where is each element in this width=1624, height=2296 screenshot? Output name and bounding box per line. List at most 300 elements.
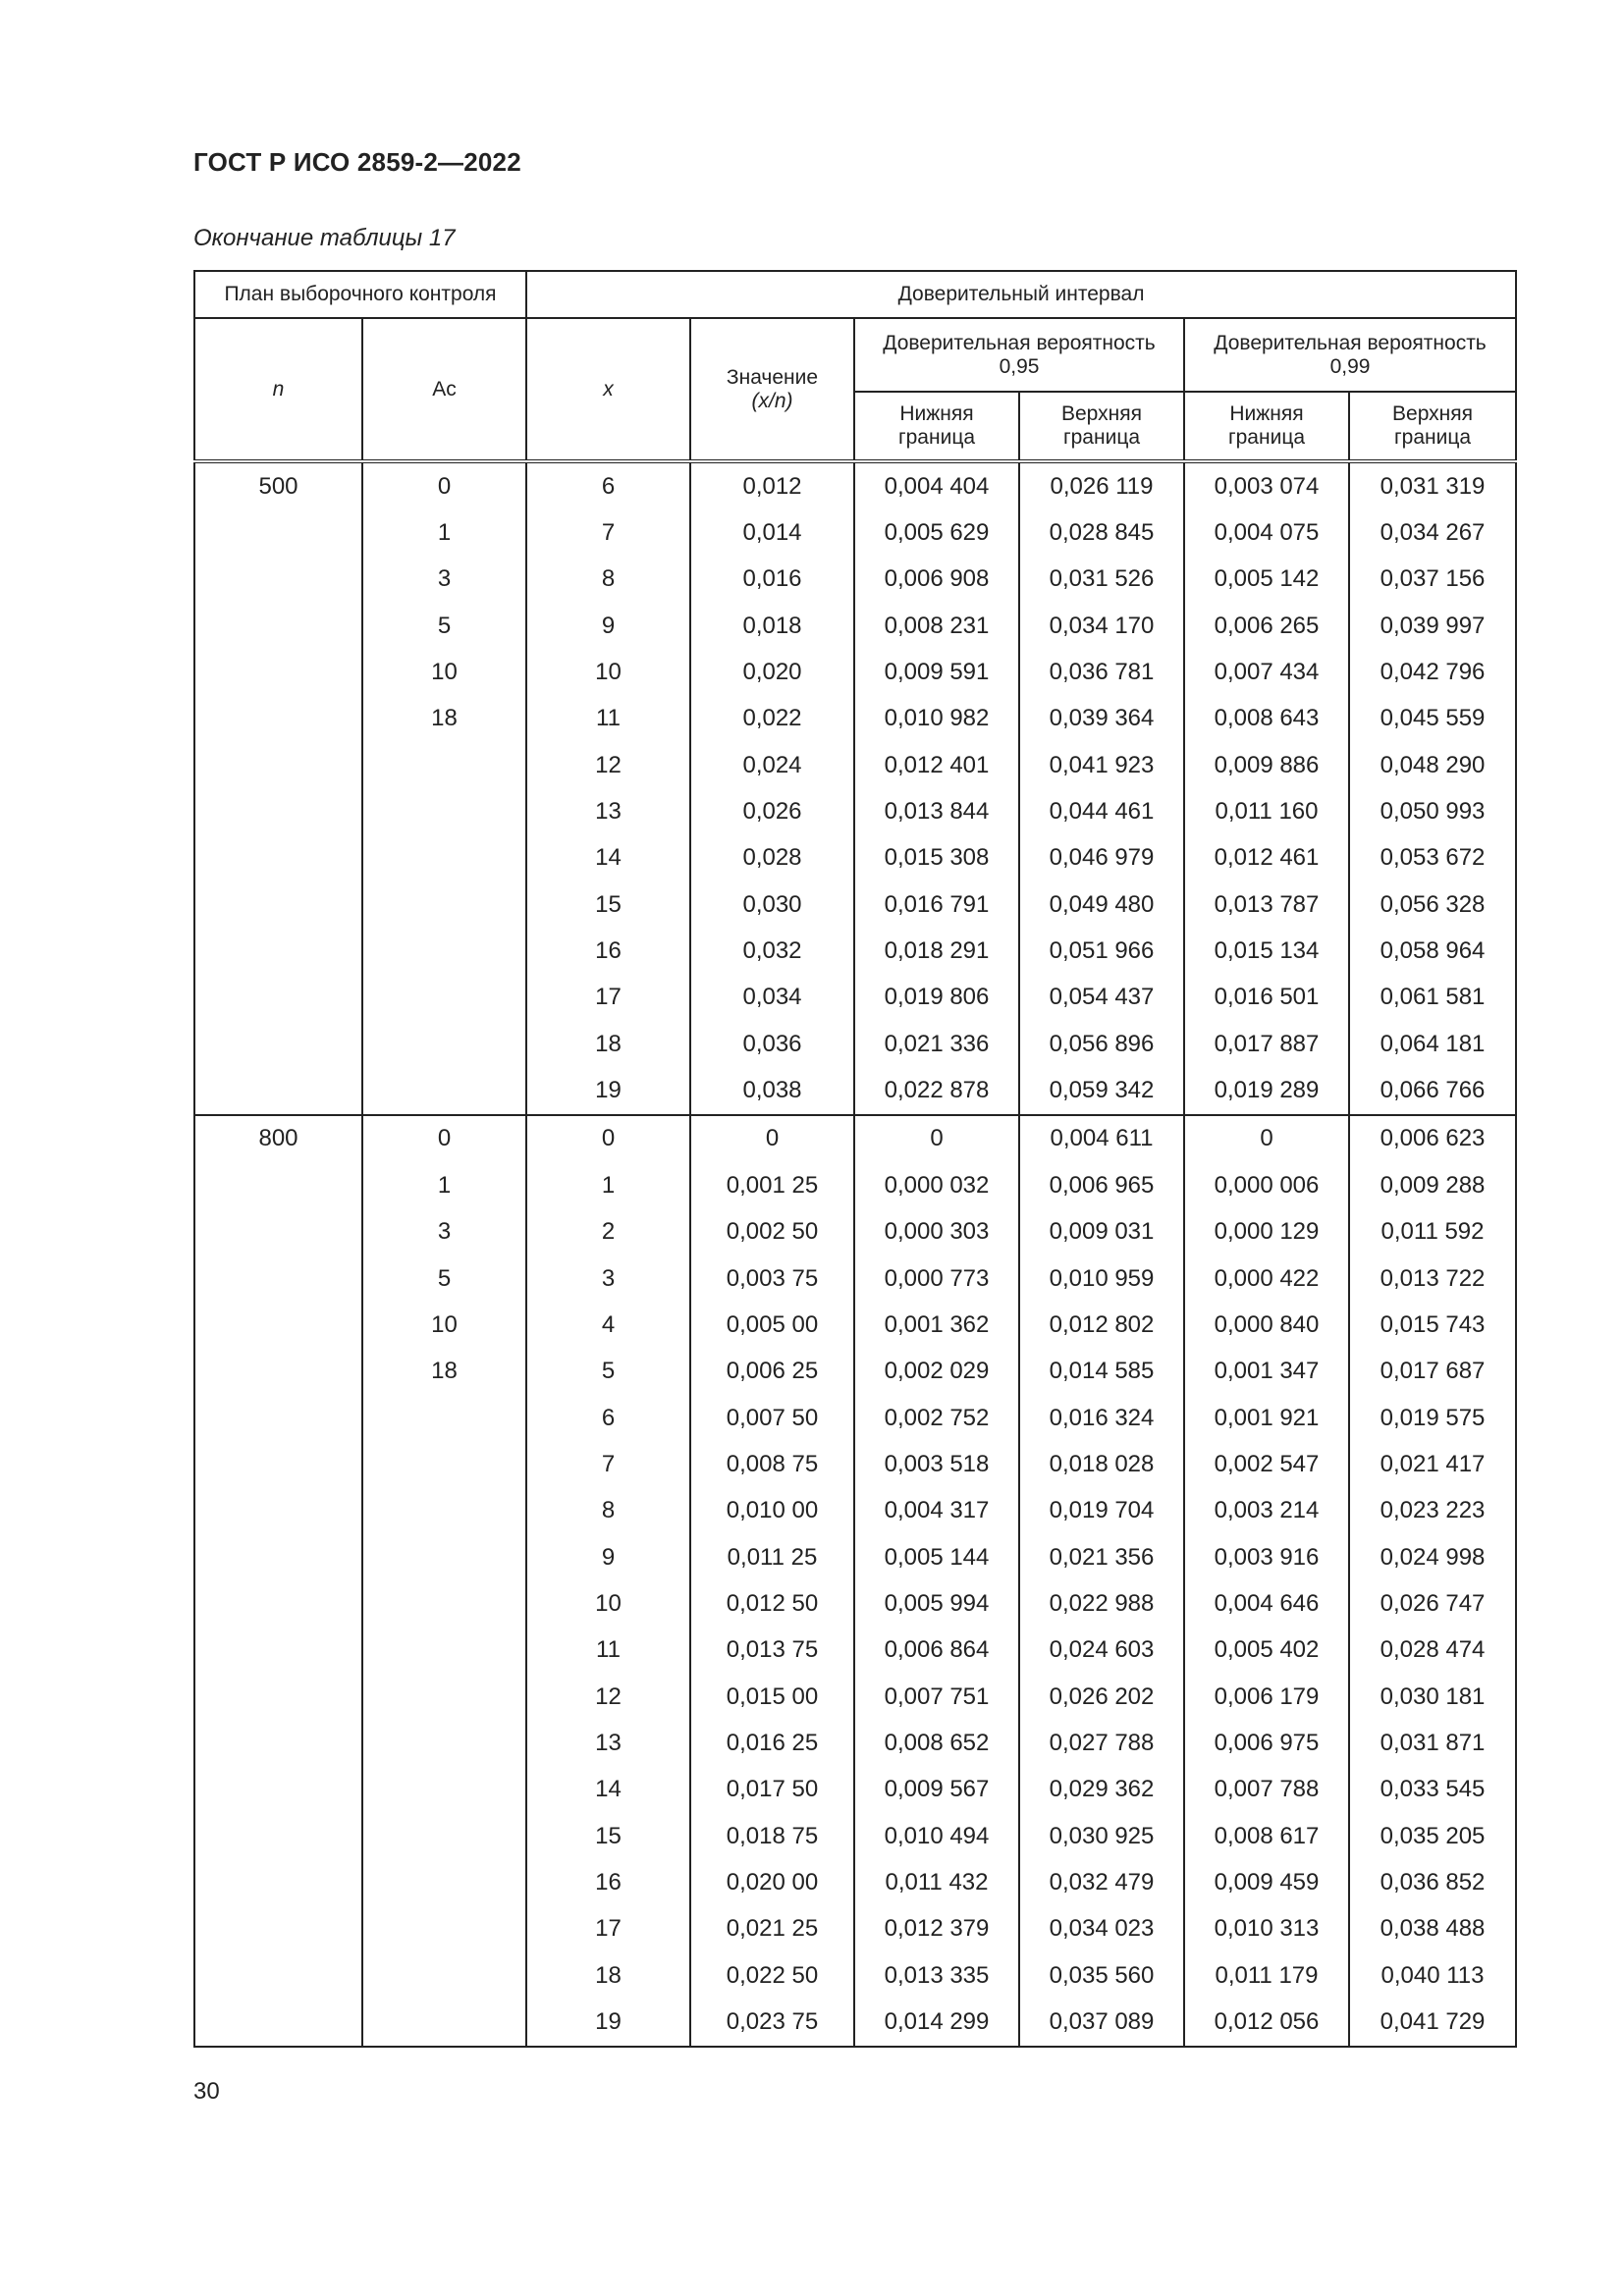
n-cell [194, 1441, 362, 1487]
table-row [194, 1067, 1516, 1114]
conf-095-header: Доверительная вероятность 0,95 [854, 318, 1184, 392]
upper-99-cell: 0,019 575 [1349, 1395, 1516, 1441]
value-cell: 0,034 [690, 975, 854, 1021]
lower-99-cell: 0,006 265 [1184, 603, 1349, 649]
ac-cell [362, 928, 526, 974]
upper-95-cell: 0,022 988 [1019, 1580, 1184, 1627]
lower-95-cell: 0,006 864 [854, 1628, 1019, 1674]
ac-cell: 10 [362, 649, 526, 695]
n-cell: 500 [194, 461, 362, 509]
lower-95-cell: 0,002 029 [854, 1349, 1019, 1395]
upper-95-cell: 0,014 585 [1019, 1349, 1184, 1395]
lower-95-cell: 0,005 994 [854, 1580, 1019, 1627]
lower-99-cell: 0,006 179 [1184, 1674, 1349, 1720]
x-cell: 3 [526, 1255, 690, 1302]
lower-99-cell: 0,000 422 [1184, 1255, 1349, 1302]
ac-cell: 1 [362, 509, 526, 556]
n-cell [194, 1162, 362, 1208]
lower-99-cell: 0,007 434 [1184, 649, 1349, 695]
upper-99-cell: 0,039 997 [1349, 603, 1516, 649]
ac-cell [362, 1580, 526, 1627]
col-value-formula: (x/n) [751, 389, 793, 412]
table-row [194, 1720, 1516, 1766]
lower-95-cell: 0,000 032 [854, 1162, 1019, 1208]
upper-95-cell: 0,026 119 [1019, 461, 1184, 509]
ac-cell [362, 1906, 526, 1952]
upper-99-cell: 0,041 729 [1349, 1999, 1516, 2046]
value-cell: 0,012 50 [690, 1580, 854, 1627]
n-cell [194, 1255, 362, 1302]
upper-99-cell: 0,015 743 [1349, 1302, 1516, 1348]
value-cell: 0,008 75 [690, 1441, 854, 1487]
n-cell [194, 742, 362, 788]
upper-99-cell: 0,006 623 [1349, 1115, 1516, 1162]
lower-99-cell: 0,004 646 [1184, 1580, 1349, 1627]
upper-95-cell: 0,032 479 [1019, 1859, 1184, 1905]
upper-95-cell: 0,019 704 [1019, 1488, 1184, 1534]
col-value-header [690, 318, 854, 461]
table-row [194, 603, 1516, 649]
upper-99-cell: 0,009 288 [1349, 1162, 1516, 1208]
table-row [194, 1395, 1516, 1441]
value-cell: 0,018 [690, 603, 854, 649]
ac-cell: 18 [362, 696, 526, 742]
x-cell: 8 [526, 1488, 690, 1534]
lower-99-cell: 0,000 840 [1184, 1302, 1349, 1348]
page-number: 30 [193, 2078, 220, 2105]
lower-99-cell: 0,009 886 [1184, 742, 1349, 788]
lower-95-cell: 0,004 404 [854, 461, 1019, 509]
upper-95-cell: 0,009 031 [1019, 1209, 1184, 1255]
x-cell: 13 [526, 788, 690, 834]
lower-95-cell: 0,007 751 [854, 1674, 1019, 1720]
value-cell: 0,023 75 [690, 1999, 854, 2046]
x-cell: 14 [526, 835, 690, 881]
table-row [194, 881, 1516, 928]
upper-95-cell: 0,056 896 [1019, 1021, 1184, 1067]
x-cell: 8 [526, 557, 690, 603]
value-cell: 0,036 [690, 1021, 854, 1067]
table-row [194, 1209, 1516, 1255]
upper-99-cell: 0,040 113 [1349, 1952, 1516, 1999]
ac-cell [362, 1767, 526, 1813]
lower-99-cell: 0,012 056 [1184, 1999, 1349, 2046]
x-cell: 7 [526, 509, 690, 556]
x-cell: 17 [526, 1906, 690, 1952]
lower-99-cell: 0,009 459 [1184, 1859, 1349, 1905]
upper-99-cell: 0,030 181 [1349, 1674, 1516, 1720]
ac-cell [362, 742, 526, 788]
value-cell: 0,026 [690, 788, 854, 834]
n-cell [194, 1209, 362, 1255]
x-cell: 0 [526, 1115, 690, 1162]
upper-99-cell: 0,066 766 [1349, 1067, 1516, 1114]
lower-95-cell: 0,010 494 [854, 1813, 1019, 1859]
upper-95-cell: 0,031 526 [1019, 557, 1184, 603]
lower-99-cell: 0,003 214 [1184, 1488, 1349, 1534]
upper-95-cell: 0,036 781 [1019, 649, 1184, 695]
lower-95-cell: 0,005 144 [854, 1534, 1019, 1580]
lower-95-cell: 0,012 401 [854, 742, 1019, 788]
ac-cell [362, 1488, 526, 1534]
sample-size-group [194, 461, 1516, 1115]
x-cell: 16 [526, 1859, 690, 1905]
table-row [194, 1580, 1516, 1627]
upper-99-cell: 0,053 672 [1349, 835, 1516, 881]
n-cell: 800 [194, 1115, 362, 1162]
lower-99-cell: 0,011 179 [1184, 1952, 1349, 1999]
upper-99-cell: 0,024 998 [1349, 1534, 1516, 1580]
upper-95-cell: 0,051 966 [1019, 928, 1184, 974]
value-cell: 0,016 [690, 557, 854, 603]
value-cell: 0,003 75 [690, 1255, 854, 1302]
lower-99-cell: 0,001 921 [1184, 1395, 1349, 1441]
table-row [194, 1859, 1516, 1905]
lower-99-cell: 0,016 501 [1184, 975, 1349, 1021]
lower-99-cell: 0,017 887 [1184, 1021, 1349, 1067]
conf-099-header: Доверительная вероятность 0,99 [1184, 318, 1516, 392]
ac-cell [362, 1021, 526, 1067]
n-cell [194, 557, 362, 603]
x-cell: 10 [526, 649, 690, 695]
table-row [194, 509, 1516, 556]
lower-99-cell: 0,005 402 [1184, 1628, 1349, 1674]
confidence-interval-table [193, 270, 1517, 2048]
lower-95-cell: 0,004 317 [854, 1488, 1019, 1534]
value-cell: 0,028 [690, 835, 854, 881]
table-row [194, 1021, 1516, 1067]
upper-99-cell: 0,026 747 [1349, 1580, 1516, 1627]
table-row [194, 1115, 1516, 1162]
value-cell: 0,020 [690, 649, 854, 695]
upper-99-cell: 0,061 581 [1349, 975, 1516, 1021]
lower-95-cell: 0,008 231 [854, 603, 1019, 649]
upper-99-cell: 0,031 319 [1349, 461, 1516, 509]
value-cell: 0,022 50 [690, 1952, 854, 1999]
value-cell: 0,020 00 [690, 1859, 854, 1905]
n-cell [194, 509, 362, 556]
lower-99-cell: 0,019 289 [1184, 1067, 1349, 1114]
n-cell [194, 1720, 362, 1766]
upper-95-cell: 0,041 923 [1019, 742, 1184, 788]
upper-95-cell: 0,018 028 [1019, 1441, 1184, 1487]
n-cell [194, 1859, 362, 1905]
value-cell: 0,022 [690, 696, 854, 742]
upper-95-cell: 0,030 925 [1019, 1813, 1184, 1859]
upper-99-cell: 0,013 722 [1349, 1255, 1516, 1302]
upper-95-cell: 0,028 845 [1019, 509, 1184, 556]
table-row [194, 975, 1516, 1021]
value-cell: 0,014 [690, 509, 854, 556]
x-cell: 12 [526, 742, 690, 788]
table-row [194, 1441, 1516, 1487]
col-ac-header: Ac [362, 318, 526, 461]
lower-99-cell: 0,007 788 [1184, 1767, 1349, 1813]
upper-99-cell: 0,050 993 [1349, 788, 1516, 834]
col-x-header: x [526, 318, 690, 461]
lower-99-cell: 0,006 975 [1184, 1720, 1349, 1766]
col-value-label: Значение [726, 365, 819, 389]
ac-cell [362, 1999, 526, 2046]
table-row [194, 1534, 1516, 1580]
value-cell: 0,013 75 [690, 1628, 854, 1674]
upper-99-header: Верхняя граница [1349, 392, 1516, 461]
value-cell: 0,007 50 [690, 1395, 854, 1441]
upper-99-cell: 0,037 156 [1349, 557, 1516, 603]
n-cell [194, 1674, 362, 1720]
ac-cell [362, 1674, 526, 1720]
col-n-header: n [194, 318, 362, 461]
upper-99-cell: 0,058 964 [1349, 928, 1516, 974]
table-row [194, 1999, 1516, 2046]
upper-99-cell: 0,033 545 [1349, 1767, 1516, 1813]
ac-cell: 1 [362, 1162, 526, 1208]
ac-cell: 3 [362, 1209, 526, 1255]
n-cell [194, 696, 362, 742]
lower-95-cell: 0,003 518 [854, 1441, 1019, 1487]
n-cell [194, 1952, 362, 1999]
x-cell: 12 [526, 1674, 690, 1720]
upper-99-cell: 0,011 592 [1349, 1209, 1516, 1255]
value-cell: 0 [690, 1115, 854, 1162]
x-cell: 4 [526, 1302, 690, 1348]
ac-cell [362, 1813, 526, 1859]
upper-99-cell: 0,036 852 [1349, 1859, 1516, 1905]
document-title: ГОСТ Р ИСО 2859-2—2022 [193, 147, 521, 177]
value-cell: 0,002 50 [690, 1209, 854, 1255]
lower-95-cell: 0,015 308 [854, 835, 1019, 881]
value-cell: 0,005 00 [690, 1302, 854, 1348]
ac-cell [362, 1720, 526, 1766]
plan-header: План выборочного контроля [194, 271, 526, 318]
x-cell: 10 [526, 1580, 690, 1627]
x-cell: 15 [526, 881, 690, 928]
ac-cell [362, 1395, 526, 1441]
table-row [194, 928, 1516, 974]
n-cell [194, 788, 362, 834]
ac-cell [362, 975, 526, 1021]
x-cell: 2 [526, 1209, 690, 1255]
upper-99-cell: 0,045 559 [1349, 696, 1516, 742]
table-row [194, 1255, 1516, 1302]
lower-95-cell: 0,010 982 [854, 696, 1019, 742]
lower-95-cell: 0,001 362 [854, 1302, 1019, 1348]
lower-99-cell: 0,008 617 [1184, 1813, 1349, 1859]
upper-95-header: Верхняя граница [1019, 392, 1184, 461]
lower-99-cell: 0,000 129 [1184, 1209, 1349, 1255]
ac-cell [362, 1859, 526, 1905]
value-cell: 0,010 00 [690, 1488, 854, 1534]
table-row [194, 461, 1516, 509]
lower-95-cell: 0,021 336 [854, 1021, 1019, 1067]
value-cell: 0,030 [690, 881, 854, 928]
lower-99-cell: 0,010 313 [1184, 1906, 1349, 1952]
lower-95-cell: 0,002 752 [854, 1395, 1019, 1441]
table-row [194, 742, 1516, 788]
lower-99-cell: 0,012 461 [1184, 835, 1349, 881]
table-row [194, 696, 1516, 742]
upper-95-cell: 0,026 202 [1019, 1674, 1184, 1720]
upper-95-cell: 0,034 170 [1019, 603, 1184, 649]
x-cell: 7 [526, 1441, 690, 1487]
table-row [194, 1767, 1516, 1813]
upper-95-cell: 0,012 802 [1019, 1302, 1184, 1348]
value-cell: 0,006 25 [690, 1349, 854, 1395]
ac-cell: 5 [362, 1255, 526, 1302]
upper-99-cell: 0,017 687 [1349, 1349, 1516, 1395]
n-cell [194, 975, 362, 1021]
n-cell [194, 1302, 362, 1348]
lower-95-cell: 0,005 629 [854, 509, 1019, 556]
n-cell [194, 649, 362, 695]
ac-cell [362, 1441, 526, 1487]
lower-95-header: Нижняя граница [854, 392, 1019, 461]
ac-cell [362, 788, 526, 834]
lower-99-cell: 0,008 643 [1184, 696, 1349, 742]
ac-cell [362, 1952, 526, 1999]
ac-cell [362, 1534, 526, 1580]
value-cell: 0,032 [690, 928, 854, 974]
upper-95-cell: 0,027 788 [1019, 1720, 1184, 1766]
n-cell [194, 1906, 362, 1952]
table-row [194, 557, 1516, 603]
x-cell: 1 [526, 1162, 690, 1208]
lower-99-cell: 0,002 547 [1184, 1441, 1349, 1487]
upper-95-cell: 0,016 324 [1019, 1395, 1184, 1441]
ac-cell: 18 [362, 1349, 526, 1395]
lower-95-cell: 0,009 591 [854, 649, 1019, 695]
upper-95-cell: 0,035 560 [1019, 1952, 1184, 1999]
table-row [194, 1488, 1516, 1534]
lower-99-cell: 0,013 787 [1184, 881, 1349, 928]
upper-95-cell: 0,039 364 [1019, 696, 1184, 742]
upper-95-cell: 0,046 979 [1019, 835, 1184, 881]
lower-95-cell: 0,000 773 [854, 1255, 1019, 1302]
x-cell: 19 [526, 1067, 690, 1114]
n-cell [194, 1813, 362, 1859]
table-row [194, 1906, 1516, 1952]
table-row [194, 1162, 1516, 1208]
x-cell: 6 [526, 1395, 690, 1441]
ac-cell: 5 [362, 603, 526, 649]
upper-99-cell: 0,048 290 [1349, 742, 1516, 788]
table-row [194, 788, 1516, 834]
value-cell: 0,024 [690, 742, 854, 788]
table-row [194, 1628, 1516, 1674]
table-header [194, 271, 1516, 461]
x-cell: 14 [526, 1767, 690, 1813]
ac-cell [362, 835, 526, 881]
x-cell: 18 [526, 1021, 690, 1067]
table-row [194, 1813, 1516, 1859]
lower-99-cell: 0,005 142 [1184, 557, 1349, 603]
ac-cell: 0 [362, 1115, 526, 1162]
upper-95-cell: 0,021 356 [1019, 1534, 1184, 1580]
value-cell: 0,017 50 [690, 1767, 854, 1813]
x-cell: 9 [526, 603, 690, 649]
lower-99-cell: 0,003 074 [1184, 461, 1349, 509]
x-cell: 9 [526, 1534, 690, 1580]
upper-99-cell: 0,064 181 [1349, 1021, 1516, 1067]
table-row [194, 1302, 1516, 1348]
n-cell [194, 1395, 362, 1441]
table-row [194, 649, 1516, 695]
table-caption: Окончание таблицы 17 [193, 225, 456, 251]
lower-95-cell: 0 [854, 1115, 1019, 1162]
ac-cell [362, 1628, 526, 1674]
upper-99-cell: 0,038 488 [1349, 1906, 1516, 1952]
upper-99-cell: 0,042 796 [1349, 649, 1516, 695]
value-cell: 0,018 75 [690, 1813, 854, 1859]
lower-99-cell: 0 [1184, 1115, 1349, 1162]
n-cell [194, 1488, 362, 1534]
lower-99-cell: 0,001 347 [1184, 1349, 1349, 1395]
lower-95-cell: 0,016 791 [854, 881, 1019, 928]
n-cell [194, 1999, 362, 2046]
upper-95-cell: 0,044 461 [1019, 788, 1184, 834]
x-cell: 15 [526, 1813, 690, 1859]
x-cell: 17 [526, 975, 690, 1021]
lower-95-cell: 0,012 379 [854, 1906, 1019, 1952]
upper-99-cell: 0,021 417 [1349, 1441, 1516, 1487]
x-cell: 19 [526, 1999, 690, 2046]
ac-cell: 0 [362, 461, 526, 509]
upper-99-cell: 0,028 474 [1349, 1628, 1516, 1674]
value-cell: 0,016 25 [690, 1720, 854, 1766]
lower-95-cell: 0,018 291 [854, 928, 1019, 974]
x-cell: 18 [526, 1952, 690, 1999]
value-cell: 0,021 25 [690, 1906, 854, 1952]
interval-header: Доверительный интервал [526, 271, 1516, 318]
value-cell: 0,012 [690, 461, 854, 509]
n-cell [194, 1767, 362, 1813]
lower-99-cell: 0,004 075 [1184, 509, 1349, 556]
ac-cell [362, 1067, 526, 1114]
lower-99-cell: 0,003 916 [1184, 1534, 1349, 1580]
lower-95-cell: 0,011 432 [854, 1859, 1019, 1905]
value-cell: 0,011 25 [690, 1534, 854, 1580]
lower-95-cell: 0,019 806 [854, 975, 1019, 1021]
upper-95-cell: 0,049 480 [1019, 881, 1184, 928]
table-row [194, 1952, 1516, 1999]
x-cell: 11 [526, 696, 690, 742]
upper-95-cell: 0,004 611 [1019, 1115, 1184, 1162]
x-cell: 13 [526, 1720, 690, 1766]
lower-99-cell: 0,000 006 [1184, 1162, 1349, 1208]
upper-95-cell: 0,006 965 [1019, 1162, 1184, 1208]
upper-99-cell: 0,034 267 [1349, 509, 1516, 556]
lower-99-cell: 0,011 160 [1184, 788, 1349, 834]
lower-99-cell: 0,015 134 [1184, 928, 1349, 974]
n-cell [194, 1021, 362, 1067]
x-cell: 11 [526, 1628, 690, 1674]
ac-cell: 3 [362, 557, 526, 603]
table-row [194, 1349, 1516, 1395]
ac-cell: 10 [362, 1302, 526, 1348]
value-cell: 0,015 00 [690, 1674, 854, 1720]
upper-95-cell: 0,010 959 [1019, 1255, 1184, 1302]
lower-95-cell: 0,022 878 [854, 1067, 1019, 1114]
value-cell: 0,038 [690, 1067, 854, 1114]
lower-95-cell: 0,008 652 [854, 1720, 1019, 1766]
lower-95-cell: 0,009 567 [854, 1767, 1019, 1813]
n-cell [194, 1628, 362, 1674]
n-cell [194, 1349, 362, 1395]
x-cell: 16 [526, 928, 690, 974]
upper-99-cell: 0,056 328 [1349, 881, 1516, 928]
lower-95-cell: 0,006 908 [854, 557, 1019, 603]
table-row [194, 835, 1516, 881]
